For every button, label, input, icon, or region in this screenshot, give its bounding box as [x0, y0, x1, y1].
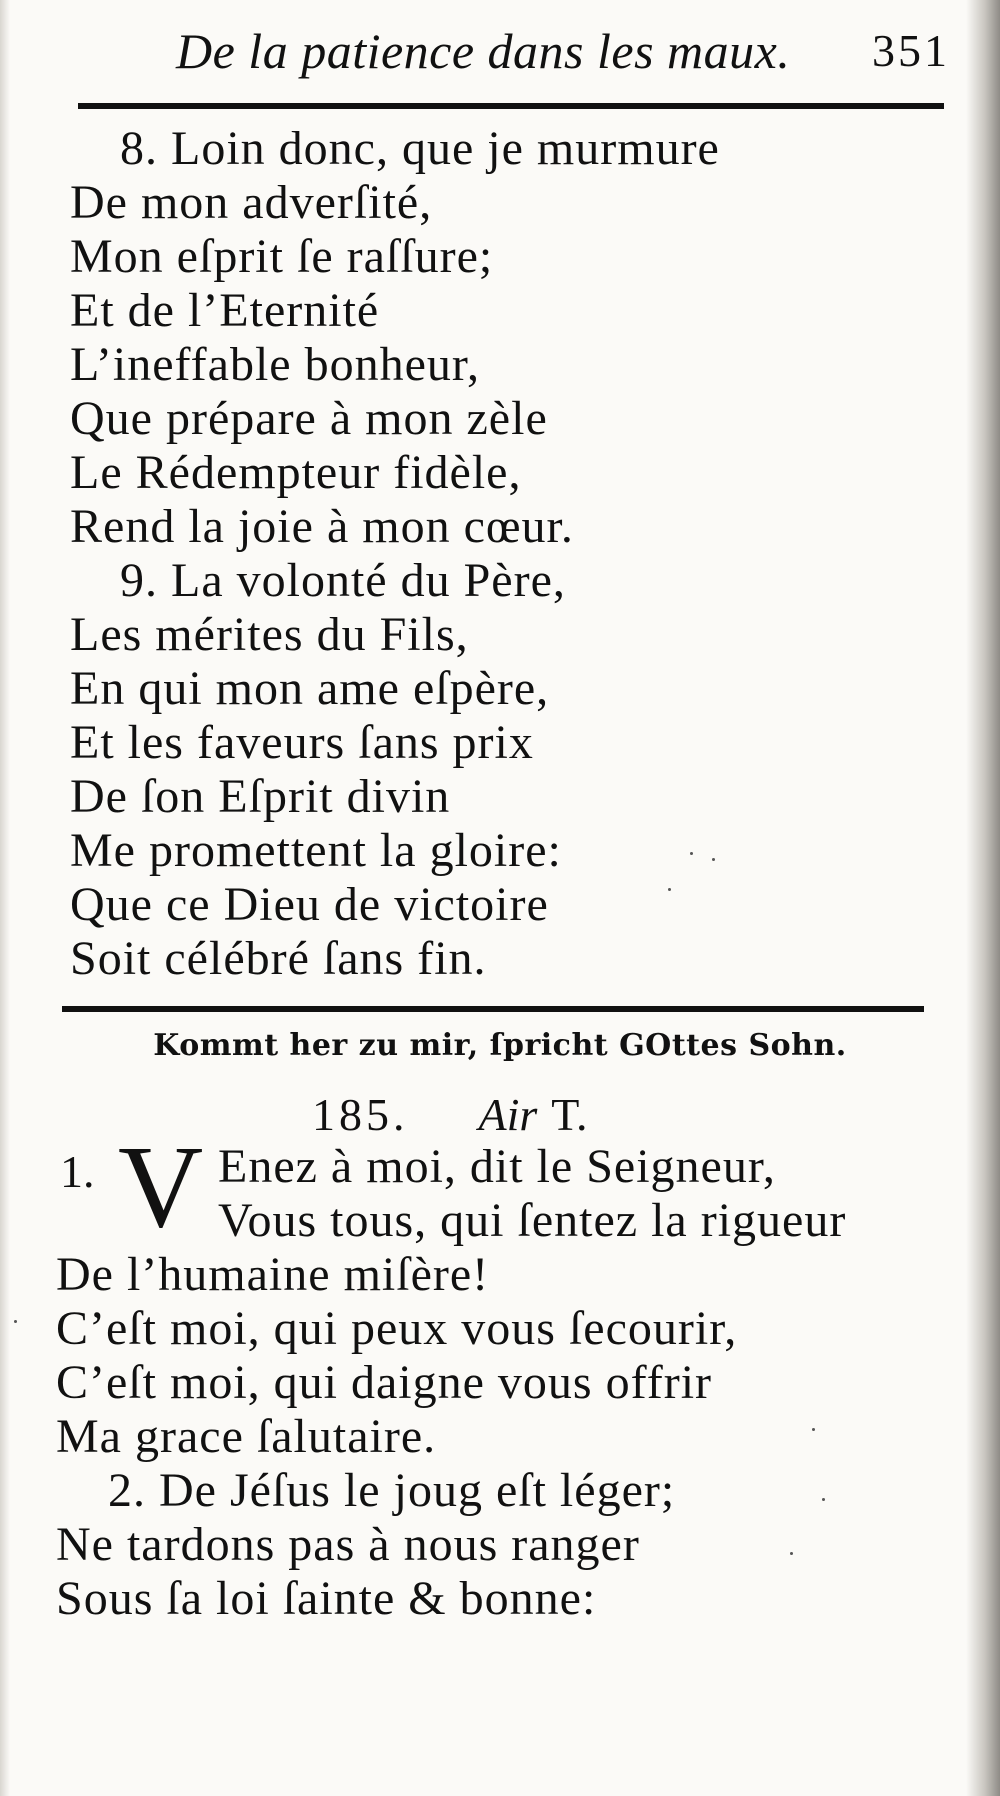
verse-line: Que prépare à mon zèle — [70, 392, 548, 445]
verse-line: 2. De Jéſus le joug eſt léger; — [108, 1464, 676, 1517]
tune-letter: T. — [551, 1089, 588, 1140]
verse-line: Ne tardons pas à nous ranger — [56, 1518, 640, 1571]
verse-line: Que ce Dieu de victoire — [70, 878, 549, 931]
page-right-edge — [966, 0, 1000, 1796]
verse-line: De ſon Eſprit divin — [70, 770, 451, 823]
speck — [712, 858, 715, 861]
verse-line: C’eſt moi, qui daigne vous offrir — [56, 1356, 713, 1409]
verse-number: 1. — [60, 1146, 95, 1197]
page-left-edge — [0, 0, 10, 1796]
verse-line: 8. Loin donc, que je murmure — [120, 122, 720, 175]
speck — [690, 852, 693, 855]
speck — [668, 888, 671, 891]
speck — [790, 1552, 793, 1555]
verse-line: De mon adverſité, — [70, 176, 433, 229]
verse-line: L’ineffable bonheur, — [70, 338, 480, 391]
hymn-heading — [312, 1088, 587, 1141]
verse-line: Enez à moi, dit le Seigneur, — [218, 1140, 776, 1193]
verse-line: Et les faveurs ſans prix — [70, 716, 534, 769]
speck — [822, 1498, 825, 1501]
verse-line: Vous tous, qui ſentez la rigueur — [218, 1194, 847, 1247]
verse-line: Et de l’Eternité — [70, 284, 380, 337]
section-rule — [62, 1006, 924, 1012]
verse-line: Les mérites du Fils, — [70, 608, 469, 661]
verse-line: C’eſt moi, qui peux vous ſecourir, — [56, 1302, 738, 1355]
verse-line: Mon eſprit ſe raſſure; — [70, 230, 494, 283]
verse-line: Soit célébré ſans fin. — [70, 932, 487, 985]
verse-line: Sous ſa loi ſainte & bonne: — [56, 1572, 597, 1625]
hymn-number: 185. — [312, 1089, 409, 1140]
verse-line: Le Rédempteur fidèle, — [70, 446, 522, 499]
tune-line: Kommt her zu mir, ſpricht GOttes Sohn. — [153, 1028, 847, 1063]
verse-line: Ma grace ſalutaire. — [56, 1410, 437, 1463]
verse-line: De l’humaine miſère! — [56, 1248, 490, 1301]
page-header — [170, 18, 950, 88]
verse-line: En qui mon ame eſpère, — [70, 662, 550, 715]
verse-line: Me promettent la gloire: — [70, 824, 562, 877]
speck — [812, 1428, 815, 1431]
drop-cap: V — [118, 1121, 204, 1252]
verse-line: Rend la joie à mon cœur. — [70, 500, 574, 553]
speck — [14, 1320, 17, 1323]
header-rule — [78, 103, 944, 109]
verse-line: 9. La volonté du Père, — [120, 554, 566, 607]
air-label: Air — [478, 1089, 538, 1140]
page-number: 351 — [872, 25, 950, 76]
running-title: De la patience dans les maux. — [176, 23, 791, 79]
